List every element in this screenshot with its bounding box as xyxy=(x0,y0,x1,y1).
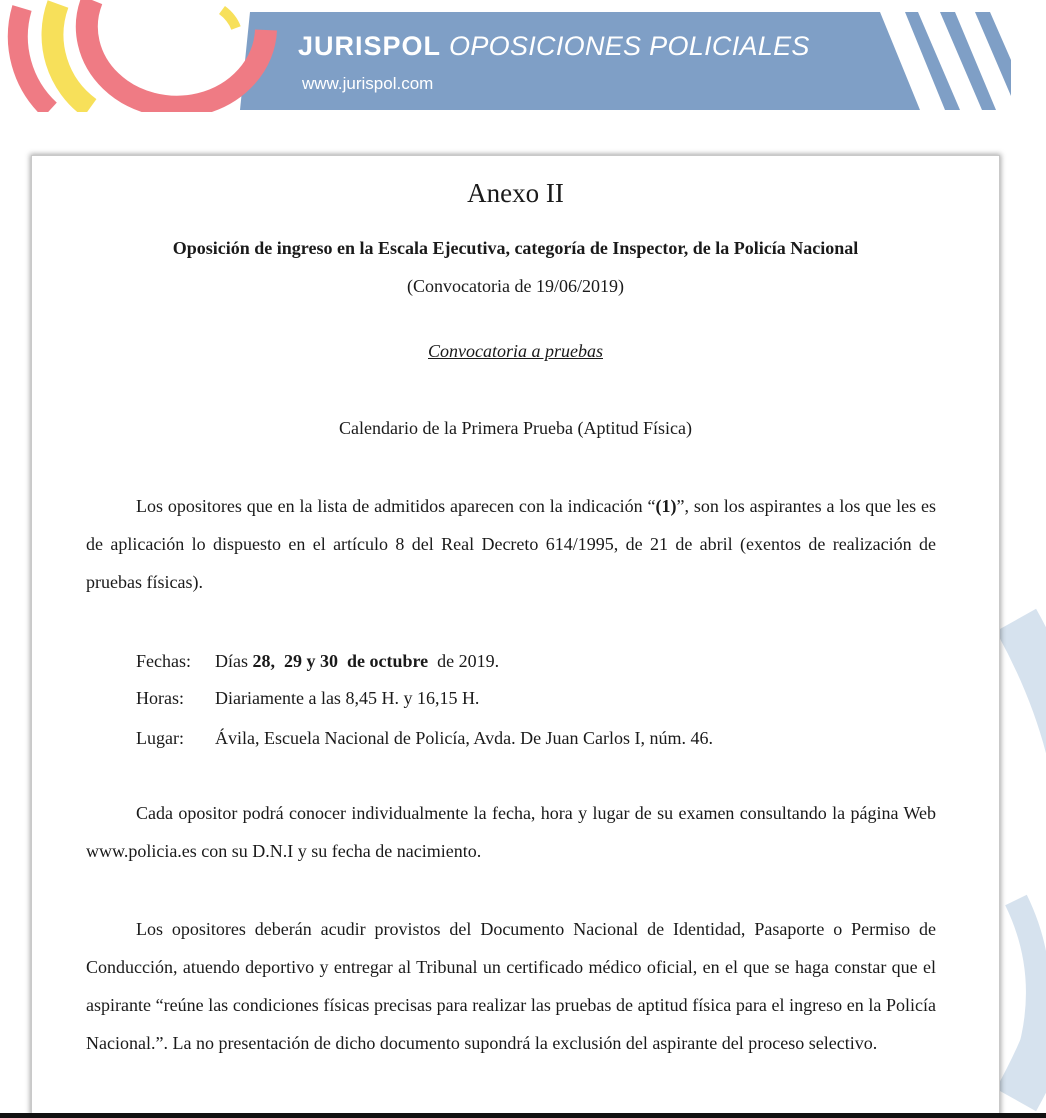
convocatoria-date: (Convocatoria de 19/06/2019) xyxy=(407,276,624,296)
brand-title xyxy=(298,30,810,62)
paragraph-exemptions xyxy=(86,487,936,601)
section-heading: Convocatoria a pruebas xyxy=(428,341,603,361)
fechas-prefix: Días xyxy=(215,651,253,671)
fechas-label: Fechas: xyxy=(136,651,191,671)
paragraph-requirements xyxy=(86,910,936,1062)
horas-value: Diariamente a las 8,45 H. y 16,15 H. xyxy=(215,688,480,708)
brand-tagline: OPOSICIONES POLICIALES xyxy=(449,31,810,61)
para2-text: Cada opositor podrá conocer individualmente la fecha, hora y lugar de su examen consultando la página Web www.policia.es con su D.N.I y su fecha de nacimiento. xyxy=(86,803,936,861)
para1-text-end: ”, son los aspirantes a los que les es de aplicación lo dispuesto en el artículo 8 del Real Decreto 614/1995, de 21 de abril (exentos de realización de pruebas físicas). xyxy=(86,496,937,592)
brand-name: JURISPOL xyxy=(298,31,442,61)
fechas-days: 28, 29 y 30 de octubre xyxy=(252,651,429,671)
annex-title: Anexo II xyxy=(467,178,564,208)
brand-url: www.jurispol.com xyxy=(302,74,434,93)
header-banner xyxy=(0,0,1046,112)
para3-text: Los opositores deberán acudir provistos del Documento Nacional de Identidad, Pasaporte o Permiso de Conducción, atuendo deportivo y entregar al Tribunal un certificado médico oficial, en el que se haga constar que el aspirante “reúne las condiciones físicas precisas para realizar las pruebas de aptitud física para el ingreso en la Policía Nacional.”. La no presentación de dicho documento supondrá la exclusión del aspirante del proceso selectivo. xyxy=(86,919,936,1053)
lugar-row xyxy=(136,728,713,749)
calendar-title: Calendario de la Primera Prueba (Aptitud Física) xyxy=(339,418,692,438)
fechas-row xyxy=(136,651,499,672)
lugar-value: Ávila, Escuela Nacional de Policía, Avda. De Juan Carlos I, núm. 46. xyxy=(215,728,714,748)
para1-text-start: Los opositores que en la lista de admitidos aparecen con la indicación “ xyxy=(136,496,656,516)
lugar-label: Lugar: xyxy=(136,728,184,748)
fechas-suffix: de 2019. xyxy=(428,651,500,671)
bottom-border xyxy=(0,1113,1046,1118)
exam-title: Oposición de ingreso en la Escala Ejecutiva, categoría de Inspector, de la Policía Nacional xyxy=(172,238,859,258)
horas-label: Horas: xyxy=(136,688,184,708)
para1-indicator: (1) xyxy=(655,496,677,516)
horas-row xyxy=(136,688,479,709)
document-page xyxy=(31,155,1000,1115)
paragraph-consultation xyxy=(86,794,936,870)
